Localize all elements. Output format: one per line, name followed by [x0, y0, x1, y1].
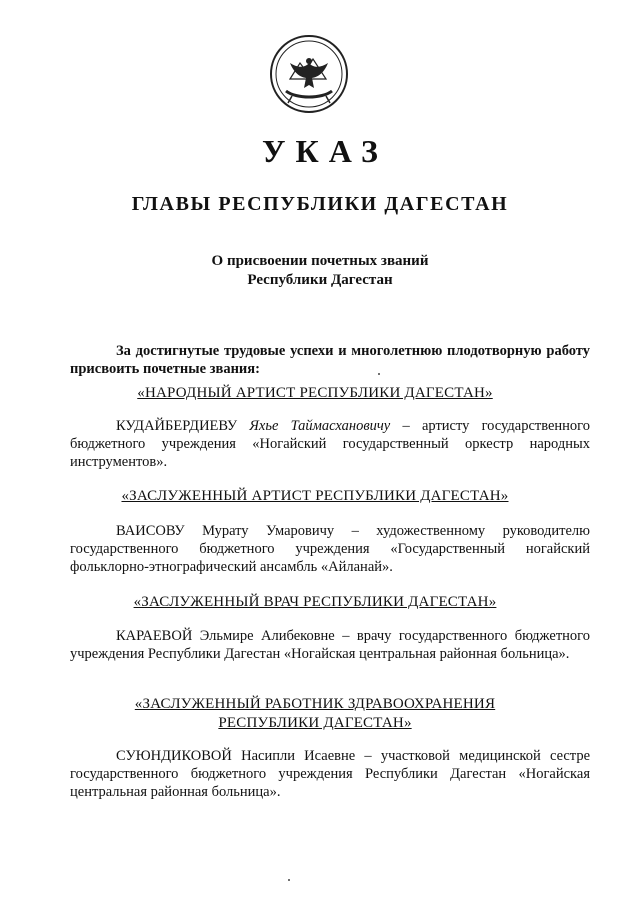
recipient-given-name: Мурату Умаровичу	[202, 523, 335, 539]
recipient-description: – артисту государственного бюджетного учреждения «Ногайский государственный оркестр народных инструментов».	[70, 418, 591, 470]
scan-speck	[288, 879, 290, 881]
decree-title: УКАЗ	[262, 133, 388, 169]
award-entry-4	[70, 747, 590, 801]
award-title-4-line-1: «ЗАСЛУЖЕННЫЙ РАБОТНИК ЗДРАВООХРАНЕНИЯ	[134, 696, 496, 712]
recipient-description: – участковой медицинской сестре государственного бюджетного учреждения Республики Дагестан «Ногайская центральная районная больница».	[70, 748, 591, 800]
recipient-description: – художественному руководителю государственного бюджетного учреждения «Государственный ногайский фольклорно-этнографический ансамбль «Айланай».	[70, 523, 590, 575]
recipient-given-name: Насипли Исаевне	[241, 748, 356, 764]
recipient-surname: КАРАЕВОЙ	[116, 628, 193, 644]
recipient-surname: СУЮНДИКОВОЙ	[116, 748, 232, 764]
decree-intro: За достигнутые трудовые успехи и многолетнюю плодотворную работу присвоить почетные звания:	[70, 343, 590, 377]
recipient-given-name: Эльмире Алибековне	[199, 628, 335, 644]
award-entry-3	[70, 627, 590, 663]
award-entry-1	[70, 417, 590, 471]
subject-line-1: О присвоении почетных званий	[211, 253, 429, 269]
decree-subject	[0, 252, 640, 290]
dagestan-emblem-icon	[268, 33, 350, 115]
award-title-2: «ЗАСЛУЖЕННЫЙ АРТИСТ РЕСПУБЛИКИ ДАГЕСТАН»	[121, 488, 509, 504]
scan-speck	[378, 373, 380, 375]
award-title-3: «ЗАСЛУЖЕННЫЙ ВРАЧ РЕСПУБЛИКИ ДАГЕСТАН»	[133, 594, 497, 610]
award-entry-2	[70, 522, 590, 576]
decree-issuer: ГЛАВЫ РЕСПУБЛИКИ ДАГЕСТАН	[131, 193, 509, 215]
recipient-surname: ВАИСОВУ	[116, 523, 185, 539]
recipient-given-name: Яхье Таймасхановичу	[249, 418, 391, 434]
subject-line-2: Республики Дагестан	[247, 272, 393, 288]
recipient-description: – врачу государственного бюджетного учреждения Республики Дагестан «Ногайская центральная районная больница».	[70, 628, 590, 662]
award-title-4-line-2: РЕСПУБЛИКИ ДАГЕСТАН»	[218, 715, 412, 731]
award-title-1: «НАРОДНЫЙ АРТИСТ РЕСПУБЛИКИ ДАГЕСТАН»	[137, 385, 493, 401]
recipient-surname: КУДАЙБЕРДИЕВУ	[116, 418, 238, 434]
award-title-4	[40, 695, 590, 733]
